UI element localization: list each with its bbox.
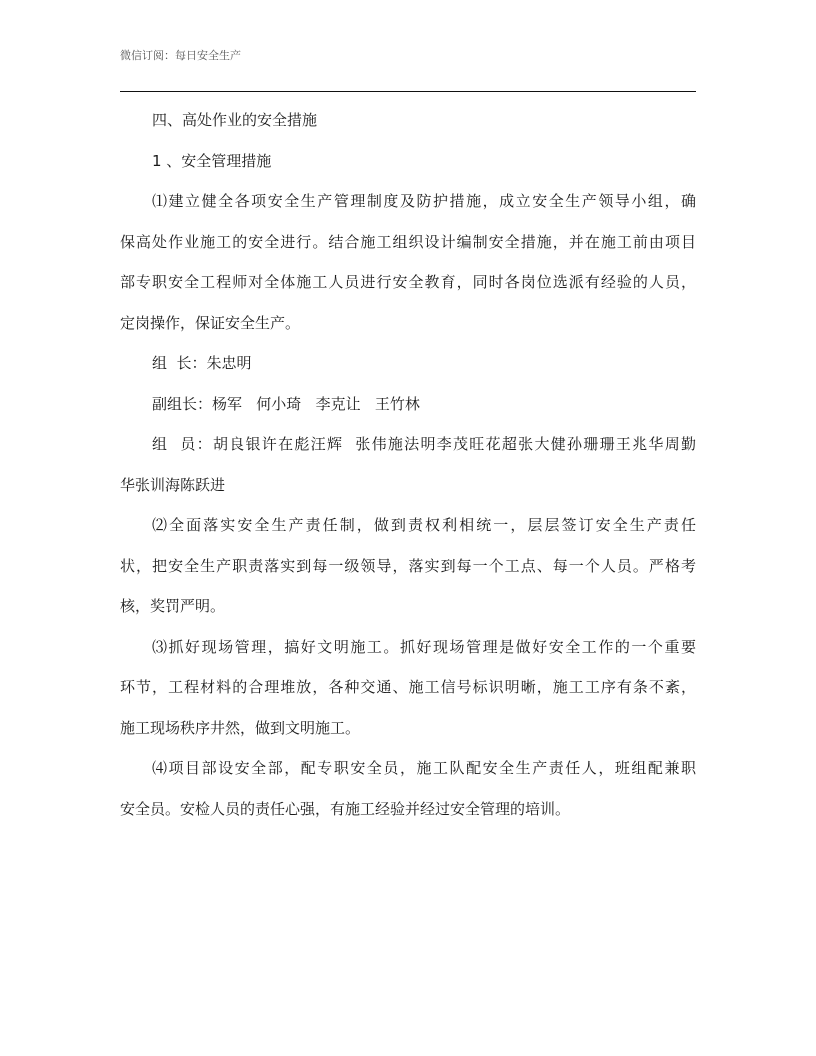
- subsection-title: 1 、安全管理措施: [152, 151, 272, 170]
- paragraph-1-line: 部专职安全工程师对全体施工人员进行安全教育，同时各岗位选派有经验的人员，: [120, 273, 696, 291]
- paragraph-4-line: 安全员。安检人员的责任心强，有施工经验并经过安全管理的培训。: [120, 799, 571, 818]
- paragraph-1-line: 定岗操作，保证安全生产。: [120, 313, 301, 332]
- paragraph-1-line: 保高处作业施工的安全进行。结合施工组织设计编制安全措施，并在施工前由项目: [120, 232, 696, 251]
- paragraph-2-line: ⑵全面落实安全生产责任制，做到责权利相统一，层层签订安全生产责任: [152, 516, 696, 534]
- team-leader: 组 长：朱忠明: [152, 354, 252, 372]
- team-deputies: 副组长：杨军 何小琦 李克让 王竹林: [152, 394, 420, 413]
- paragraph-2-line: 状，把安全生产职责落实到每一级领导，落实到每一个工点、每一个人员。严格考: [120, 556, 696, 575]
- document-body: [120, 106, 696, 835]
- paragraph-3-line: 环节，工程材料的合理堆放，各种交通、施工信号标识明晰，施工工序有条不紊，: [120, 678, 696, 696]
- paragraph-1-line: ⑴建立健全各项安全生产管理制度及防护措施，成立安全生产领导小组，确: [152, 192, 696, 210]
- section-title: 四、高处作业的安全措施: [152, 111, 318, 129]
- header-divider: [120, 91, 696, 92]
- page-header: 微信订阅：每日安全生产: [120, 49, 241, 62]
- team-members-line: 组 员：胡良银许在彪汪辉 张伟施法明李茂旺花超张大健孙珊珊王兆华周勤: [152, 435, 696, 453]
- paragraph-3-line: ⑶抓好现场管理，搞好文明施工。抓好现场管理是做好安全工作的一个重要: [152, 637, 696, 656]
- paragraph-2-line: 核，奖罚严明。: [120, 597, 226, 615]
- team-members-line: 华张训海陈跃进: [120, 475, 226, 494]
- paragraph-4-line: ⑷项目部设安全部，配专职安全员，施工队配安全生产责任人，班组配兼职: [152, 759, 696, 777]
- paragraph-3-line: 施工现场秩序井然，做到文明施工。: [120, 718, 361, 737]
